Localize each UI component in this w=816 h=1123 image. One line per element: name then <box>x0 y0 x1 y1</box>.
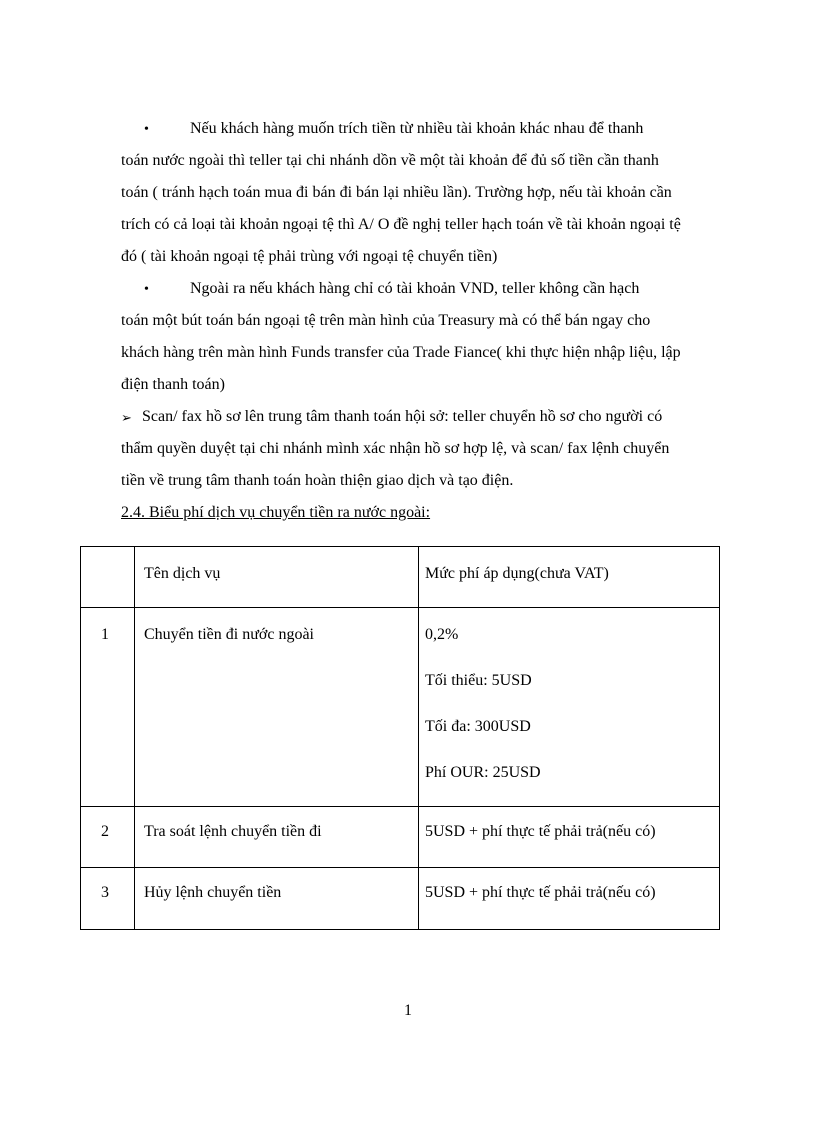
bullet-symbol: • <box>144 122 149 137</box>
paragraph-line: tiền về trung tâm thanh toán hoàn thiện giao dịch và tạo điện. <box>121 472 514 489</box>
table-header-cell: Tên dịch vụ <box>135 547 419 608</box>
table-row <box>81 807 720 868</box>
paragraph-line: Nếu khách hàng muốn trích tiền từ nhiều tài khoản khác nhau để thanh <box>190 120 644 137</box>
table-header-cell <box>81 547 135 608</box>
table-cell-service: Hủy lệnh chuyển tiền <box>135 868 419 930</box>
paragraph-line: đó ( tài khoản ngoại tệ phải trùng với ngoại tệ chuyển tiền) <box>121 248 498 265</box>
arrow-bullet-icon: ➢ <box>121 410 132 425</box>
table-header-row <box>81 547 720 608</box>
fee-table <box>80 546 720 930</box>
paragraph-line: toán ( tránh hạch toán mua đi bán đi bán lại nhiều lần). Trường hợp, nếu tài khoản cần <box>121 184 672 201</box>
table-row <box>81 608 720 807</box>
table-cell-service: Tra soát lệnh chuyển tiền đi <box>135 807 419 868</box>
table-cell-fee: 0,2% Tối thiểu: 5USD Tối đa: 300USD Phí OUR: 25USD <box>419 608 720 807</box>
paragraph-line: trích có cả loại tài khoản ngoại tệ thì A/ O đề nghị teller hạch toán về tài khoản ngoại tệ <box>121 216 681 233</box>
table-cell-no: 2 <box>81 807 135 868</box>
paragraph-line: điện thanh toán) <box>121 376 225 393</box>
table-cell-fee: 5USD + phí thực tế phải trả(nếu có) <box>419 807 720 868</box>
paragraph-line: khách hàng trên màn hình Funds transfer của Trade Fiance( khi thực hiện nhập liệu, lập <box>121 344 681 361</box>
paragraph-line: Scan/ fax hồ sơ lên trung tâm thanh toán hội sở: teller chuyển hồ sơ cho người có <box>142 408 663 425</box>
table-cell-no: 3 <box>81 868 135 930</box>
paragraph-line: Ngoài ra nếu khách hàng chỉ có tài khoản VND, teller không cần hạch <box>190 280 640 297</box>
table-cell-no: 1 <box>81 608 135 807</box>
paragraph-line: toán nước ngoài thì teller tại chi nhánh dồn về một tài khoản để đủ số tiền cần thanh <box>121 152 659 169</box>
paragraph-line: toán một bút toán bán ngoại tệ trên màn hình của Treasury mà có thể bán ngay cho <box>121 312 651 329</box>
table-row <box>81 868 720 930</box>
table-cell-service: Chuyển tiền đi nước ngoài <box>135 608 419 807</box>
paragraph-line: thẩm quyền duyệt tại chi nhánh mình xác nhận hồ sơ hợp lệ, và scan/ fax lệnh chuyển <box>121 440 670 457</box>
page-number: 1 <box>404 1002 412 1019</box>
table-cell-fee: 5USD + phí thực tế phải trả(nếu có) <box>419 868 720 930</box>
section-heading: 2.4. Biểu phí dịch vụ chuyển tiền ra nước ngoài: <box>121 504 431 521</box>
bullet-symbol: • <box>144 282 149 297</box>
table-header-cell: Mức phí áp dụng(chưa VAT) <box>419 547 720 608</box>
